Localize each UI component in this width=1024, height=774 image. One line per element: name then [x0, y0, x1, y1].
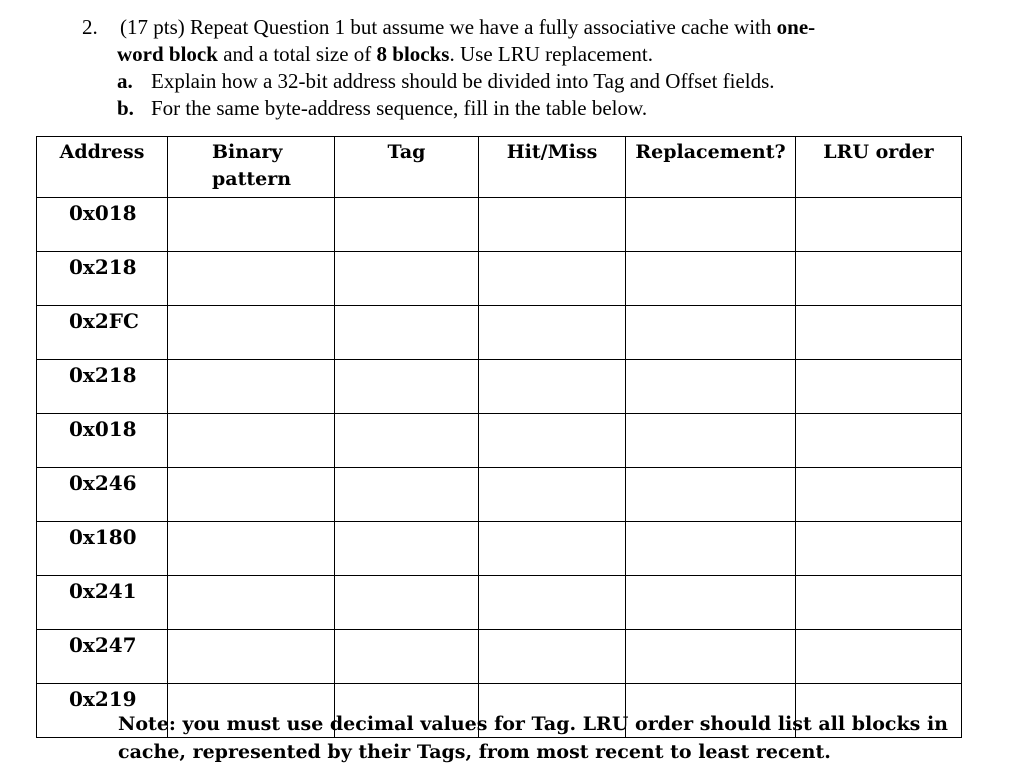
binary-cell[interactable]: [168, 576, 335, 630]
binary-cell[interactable]: [168, 306, 335, 360]
note-line-1: Note: you must use decimal values for Tag. LRU order should list all blocks in: [118, 713, 948, 735]
part-a-label: a.: [117, 69, 133, 93]
binary-cell[interactable]: [168, 414, 335, 468]
hit-miss-cell[interactable]: [479, 576, 626, 630]
hit-miss-cell[interactable]: [479, 360, 626, 414]
replacement-cell[interactable]: [626, 468, 796, 522]
tag-cell[interactable]: [335, 468, 479, 522]
question-2: [82, 14, 982, 122]
question-text-bold-8-blocks: 8 blocks: [376, 42, 450, 66]
answer-table: [36, 136, 962, 738]
binary-cell[interactable]: [168, 360, 335, 414]
header-replacement: Replacement?: [626, 137, 796, 198]
binary-cell[interactable]: [168, 198, 335, 252]
tag-cell[interactable]: [335, 576, 479, 630]
replacement-cell[interactable]: [626, 576, 796, 630]
tag-cell[interactable]: [335, 306, 479, 360]
lru-order-cell[interactable]: [796, 522, 962, 576]
binary-cell[interactable]: [168, 630, 335, 684]
binary-cell[interactable]: [168, 522, 335, 576]
address-cell: 0x247: [37, 630, 168, 684]
tag-cell[interactable]: [335, 630, 479, 684]
header-hit-miss: Hit/Miss: [479, 137, 626, 198]
question-text-lru: . Use LRU replacement.: [449, 42, 653, 66]
header-address: Address: [37, 137, 168, 198]
binary-cell[interactable]: [168, 252, 335, 306]
address-cell: 0x218: [37, 360, 168, 414]
table-row: [37, 306, 962, 360]
lru-order-cell[interactable]: [796, 198, 962, 252]
question-line-2: [82, 41, 982, 68]
hit-miss-cell[interactable]: [479, 522, 626, 576]
hit-miss-cell[interactable]: [479, 198, 626, 252]
part-a: [82, 68, 982, 95]
header-binary-pattern: [168, 137, 335, 198]
address-cell: 0x018: [37, 198, 168, 252]
address-cell: 0x180: [37, 522, 168, 576]
lru-order-cell[interactable]: [796, 252, 962, 306]
tag-cell[interactable]: [335, 414, 479, 468]
question-text-mid: and a total size of: [217, 42, 377, 66]
replacement-cell[interactable]: [626, 306, 796, 360]
lru-order-cell[interactable]: [796, 468, 962, 522]
lru-order-cell[interactable]: [796, 306, 962, 360]
hit-miss-cell[interactable]: [479, 306, 626, 360]
table-row: [37, 252, 962, 306]
hit-miss-cell[interactable]: [479, 414, 626, 468]
table-row: [37, 198, 962, 252]
table-row: [37, 630, 962, 684]
binary-cell[interactable]: [168, 468, 335, 522]
address-cell: 0x246: [37, 468, 168, 522]
question-text-bold-one: one-: [776, 15, 816, 39]
tag-cell[interactable]: [335, 522, 479, 576]
address-cell: 0x218: [37, 252, 168, 306]
table-row: [37, 360, 962, 414]
table-body: [37, 198, 962, 738]
address-cell: 0x2FC: [37, 306, 168, 360]
part-b-label: b.: [117, 96, 134, 120]
table-row: [37, 414, 962, 468]
table-row: [37, 522, 962, 576]
question-text-bold-word-block: word block: [117, 42, 218, 66]
lru-order-cell[interactable]: [796, 414, 962, 468]
replacement-cell[interactable]: [626, 252, 796, 306]
lru-order-cell[interactable]: [796, 360, 962, 414]
replacement-cell[interactable]: [626, 198, 796, 252]
table-header-row: [37, 137, 962, 198]
part-b: [82, 95, 982, 122]
note: [118, 710, 978, 766]
address-cell: 0x241: [37, 576, 168, 630]
header-tag: Tag: [335, 137, 479, 198]
question-line-1: [82, 14, 982, 41]
part-b-text: For the same byte-address sequence, fill in the table below.: [151, 96, 648, 120]
tag-cell[interactable]: [335, 252, 479, 306]
replacement-cell[interactable]: [626, 360, 796, 414]
header-binary-line2: pattern: [212, 168, 292, 190]
part-a-text: Explain how a 32-bit address should be divided into Tag and Offset fields.: [151, 69, 775, 93]
question-text-intro: (17 pts) Repeat Question 1 but assume we have a fully associative cache with: [120, 15, 777, 39]
tag-cell[interactable]: [335, 198, 479, 252]
lru-order-cell[interactable]: [796, 576, 962, 630]
question-number: 2.: [82, 15, 98, 39]
address-cell: 0x018: [37, 414, 168, 468]
address-cell: 0x219: [37, 684, 168, 738]
header-binary-line1: Binary: [212, 141, 283, 163]
replacement-cell[interactable]: [626, 630, 796, 684]
tag-cell[interactable]: [335, 360, 479, 414]
replacement-cell[interactable]: [626, 522, 796, 576]
table-row: [37, 468, 962, 522]
lru-order-cell[interactable]: [796, 630, 962, 684]
table-row: [37, 576, 962, 630]
hit-miss-cell[interactable]: [479, 468, 626, 522]
hit-miss-cell[interactable]: [479, 630, 626, 684]
header-lru-order: LRU order: [796, 137, 962, 198]
hit-miss-cell[interactable]: [479, 252, 626, 306]
note-line-2: cache, represented by their Tags, from most recent to least recent.: [118, 741, 831, 763]
replacement-cell[interactable]: [626, 414, 796, 468]
